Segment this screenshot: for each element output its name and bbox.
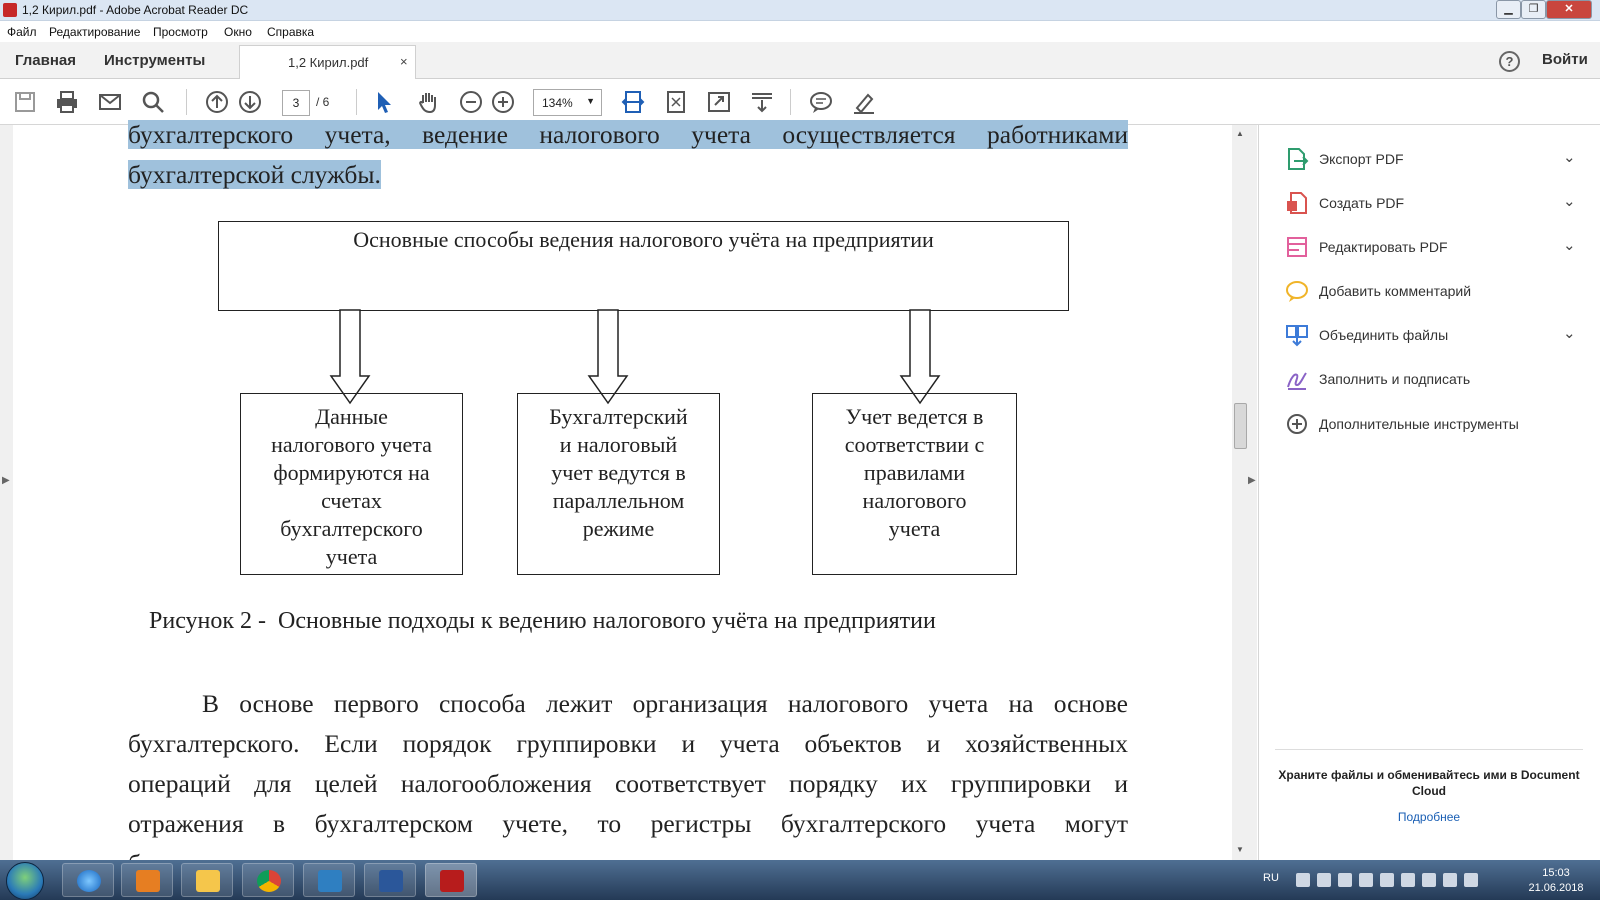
tool-label: Объединить файлы [1319,327,1449,343]
tray-icon[interactable] [1401,873,1415,887]
full-screen-icon[interactable] [704,87,734,117]
tab-document-label: 1,2 Кирил.pdf [288,55,369,70]
email-icon[interactable] [95,87,125,117]
page-number-input[interactable]: 3 [282,90,310,116]
clock[interactable] [1522,866,1590,896]
tool-label: Создать PDF [1319,195,1405,211]
menu-file[interactable]: Файл [7,25,37,39]
minimize-button[interactable]: ▁ [1496,0,1521,19]
divider [1275,749,1583,750]
edit-pdf-icon [1285,235,1309,259]
search-icon[interactable] [138,87,168,117]
create-pdf-icon [1285,191,1309,215]
tab-tools[interactable]: Инструменты [104,52,206,69]
body-line-1: В основе первого способа лежит организация налогового учета на основе [202,689,1128,718]
taskbar-word[interactable] [364,863,416,897]
combine-files-icon [1285,323,1309,347]
tray-icon[interactable] [1338,873,1352,887]
left-panel-toggle-icon[interactable]: ▶ [2,475,10,486]
tab-bar [0,42,1600,79]
tool-label: Заполнить и подписать [1319,371,1471,387]
close-tab-icon[interactable]: × [400,54,408,69]
highlighted-line-2: бухгалтерской службы. [128,160,381,189]
tool-edit-pdf[interactable] [1259,227,1601,267]
zoom-out-icon[interactable] [456,87,486,117]
help-icon[interactable]: ? [1499,51,1520,72]
zoom-in-icon[interactable] [488,87,518,117]
save-icon[interactable] [10,87,40,117]
taskbar-explorer[interactable] [181,863,233,897]
select-cursor-icon[interactable] [369,87,399,117]
window-title: 1,2 Кирил.pdf - Adobe Acrobat Reader DC [22,3,249,17]
title-bar [0,0,1600,21]
scroll-up-icon[interactable]: ▲ [1236,129,1244,138]
acrobat-icon [440,870,464,892]
tool-fill-sign[interactable] [1259,359,1601,399]
scroll-down-icon[interactable]: ▼ [1236,845,1244,854]
body-line-3: операций для целей налогообложения соответствует порядку их группировки и [128,769,1128,798]
chevron-down-icon[interactable]: ⌄ [1563,237,1576,254]
flag-icon[interactable] [1443,873,1457,887]
chevron-down-icon[interactable]: ⌄ [1563,325,1576,342]
document-viewport[interactable] [0,120,1257,860]
scroll-mode-icon[interactable] [747,87,777,117]
arrow-middle [589,310,627,403]
clock-date: 21.06.2018 [1528,882,1584,894]
menu-view[interactable]: Просмотр [153,25,208,39]
menu-edit[interactable]: Редактирование [49,25,141,39]
clock-time: 15:03 [1542,867,1570,879]
print-icon[interactable] [52,87,82,117]
fit-width-icon[interactable] [618,87,648,117]
arrow-right [901,310,939,403]
chevron-down-icon[interactable]: ⌄ [1563,149,1576,166]
chrome-icon [257,870,281,892]
scroll-thumb[interactable] [1234,403,1247,449]
zoom-select[interactable] [533,89,602,116]
taskbar-media-player[interactable] [121,863,173,897]
page-total: / 6 [316,95,330,109]
tool-label: Дополнительные инструменты [1319,416,1519,432]
menu-window[interactable]: Окно [224,25,252,39]
previous-page-icon[interactable] [202,87,232,117]
system-tray [1256,860,1600,900]
highlight-pen-icon[interactable] [849,87,879,117]
close-button[interactable]: ✕ [1546,0,1592,19]
volume-icon[interactable] [1359,873,1373,887]
export-pdf-icon [1285,147,1309,171]
chevron-down-icon[interactable]: ⌄ [1563,193,1576,210]
comment-icon [1285,279,1309,303]
figure-box-2: Бухгалтерский и налоговый учет ведутся в параллельном режиме [517,393,720,575]
tray-icon[interactable] [1422,873,1436,887]
menu-bar [0,21,1600,42]
tool-add-comment[interactable] [1259,271,1601,311]
tool-label: Экспорт PDF [1319,151,1404,167]
language-indicator[interactable]: RU [1263,872,1279,884]
figure-top-box: Основные способы ведения налогового учёта на предприятии [218,221,1069,311]
figure-box-1: Данные налогового учета формируются на счетах бухгалтерского учета [240,393,463,575]
taskbar-chrome[interactable] [242,863,294,897]
windows-taskbar [0,860,1600,900]
body-line-2: бухгалтерского. Если порядок группировки и учета объектов и хозяйственных [128,729,1128,758]
tool-export-pdf[interactable] [1259,139,1601,179]
document-cloud-promo: Храните файлы и обменивайтесь ими в Document Cloud [1278,768,1580,798]
tray-icon[interactable] [1296,873,1310,887]
maximize-button[interactable]: ❐ [1521,0,1546,19]
media-player-icon [136,870,160,892]
learn-more-link[interactable]: Подробнее [1397,810,1461,824]
tools-panel [1258,125,1600,860]
right-panel-toggle-icon[interactable]: ▶ [1248,475,1256,486]
tool-more-tools[interactable] [1259,404,1601,444]
folder-icon [196,870,220,892]
figure-box-3: Учет ведется в соответствии с правилами налогового учета [812,393,1017,575]
fit-page-icon[interactable] [661,87,691,117]
tool-label: Добавить комментарий [1319,283,1472,299]
more-tools-icon [1285,412,1309,436]
highlighted-line-1: бухгалтерского учета, ведение налогового учета осуществляется работниками [128,120,1128,149]
taskbar-ie[interactable] [62,863,114,897]
tool-combine-files[interactable] [1259,315,1601,355]
zoom-value: 134% [542,96,573,110]
network-icon[interactable] [1380,873,1394,887]
tray-icon[interactable] [1464,873,1478,887]
app-icon [318,870,342,892]
next-page-icon[interactable] [235,87,265,117]
menu-help[interactable]: Справка [267,25,315,39]
comment-icon[interactable] [806,87,836,117]
hand-tool-icon[interactable] [413,87,443,117]
acrobat-app-icon [3,3,17,17]
arrow-left [331,310,369,403]
tab-home[interactable]: Главная [15,52,77,69]
tray-icon[interactable] [1317,873,1331,887]
vertical-scrollbar[interactable] [1232,125,1249,860]
figure-caption: Рисунок 2 - Основные подходы к ведению налогового учёта на предприятии [149,608,936,634]
taskbar-acrobat[interactable] [425,863,477,897]
word-icon [379,870,403,892]
tab-document[interactable] [239,45,416,79]
signin-button[interactable]: Войти [1542,51,1588,68]
internet-explorer-icon [77,870,101,892]
taskbar-app[interactable] [303,863,355,897]
tool-create-pdf[interactable] [1259,183,1601,223]
pdf-page [13,120,1232,860]
tool-label: Редактировать PDF [1319,239,1448,255]
fill-sign-icon [1285,367,1309,391]
chevron-down-icon: ▼ [586,96,595,106]
body-line-4: отражения в бухгалтерском учете, то регистры бухгалтерского учета могут [128,809,1128,838]
start-button[interactable] [6,862,44,900]
